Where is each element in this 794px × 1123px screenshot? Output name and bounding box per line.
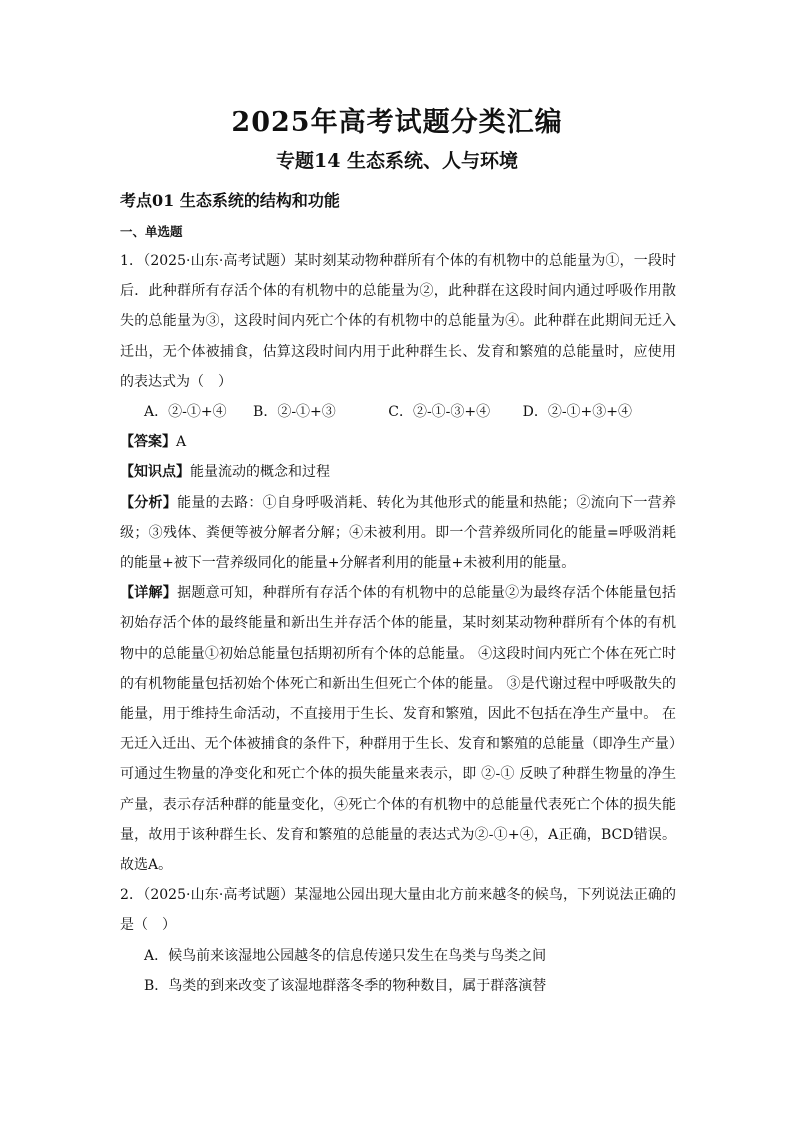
detail-text: 据题意可知，种群所有存活个体的有机物中的总能量②为最终存活个体能量包括初始存活个体的最终能量和新出生并存活个体的能量，某时刻某动物种群所有个体的有机物中的总能量①初始总能量包括期初所有个体的总能量。 ④这段时间内死亡个体在死亡时的有机物能量包括初始个体死亡和新出生但死亡个体的能量。 ③是代谢过程中呼吸散失的能量，用于维持生命活动，不直接用于生长、发育和繁殖，因此不包括在净生产量中。 在无迁入迁出、无个体被捕食的条件下，种群用于生长、发育和繁殖的总能量（即净生产量）可通过生物量的净变化和死亡个体的损失能量来表示，即 ②-① 反映了种群生物量的净生产量，表示存活种群的能量变化，④死亡个体的有机物中的总能量代表死亡个体的损失能量，故用于该种群生长、发育和繁殖的总能量的表达式为②-①+④，A正确，BCD错误。故选A。 <box>120 585 677 874</box>
option-b: B．②-①+③ <box>253 404 336 421</box>
section-heading: 一、单选题 <box>120 224 183 239</box>
question-2-option-a: A．候鸟前来该湿地公园越冬的信息传递只发生在鸟类与鸟类之间 <box>144 947 547 964</box>
document-body <box>120 188 676 1001</box>
question-2-option-b: B．鸟类的到来改变了该湿地群落冬季的物种数目，属于群落演替 <box>144 977 547 994</box>
kaodian-heading: 考点01 生态系统的结构和功能 <box>120 191 340 210</box>
analysis-tag: 【分析】 <box>120 494 178 511</box>
question-1-stem: 1．（2025·山东·高考试题）某时刻某动物种群所有个体的有机物中的总能量为①，一段时后．此种群所有存活个体的有机物中的总能量为②，此种群在这段时间内通过呼吸作用散失的总能量为③，这段时间内死亡个体的有机物中的总能量为④。此种群在此期间无迁入迁出，无个体被捕食，估算这段时间内用于此种群生长、发育和繁殖的总能量时，应使用的表达式为（ ） <box>120 253 676 390</box>
option-d: D．②-①+③+④ <box>522 404 633 421</box>
answer-tag: 【答案】 <box>120 434 176 451</box>
analysis-paragraph <box>120 488 676 579</box>
answer-line <box>120 427 676 457</box>
document-title: 2025年高考试题分类汇编 <box>231 107 563 138</box>
analysis-text: 能量的去路：①自身呼吸消耗、转化为其他形式的能量和热能；②流向下一营养级；③残体、粪便等被分解者分解；④未被利用。即一个营养级所同化的能量=呼吸消耗的能量+被下一营养级同化的能量+分解者利用的能量+未被利用的能量。 <box>120 494 677 572</box>
answer-value: A <box>176 434 187 451</box>
question-2-stem: 2．（2025·山东·高考试题）某湿地公园出现大量由北方前来越冬的候鸟，下列说法正确的是（ ） <box>120 887 676 934</box>
detail-tag: 【详解】 <box>120 585 178 602</box>
option-a: A．②-①+④ <box>144 404 227 421</box>
document-subtitle: 专题14 生态系统、人与环境 <box>275 150 519 172</box>
question-1-options <box>120 397 676 427</box>
detail-paragraph <box>120 578 676 880</box>
knowledge-tag: 【知识点】 <box>120 464 190 481</box>
knowledge-text: 能量流动的概念和过程 <box>190 464 330 481</box>
knowledge-line <box>120 457 676 487</box>
option-c: C．②-①-③+④ <box>388 404 491 421</box>
